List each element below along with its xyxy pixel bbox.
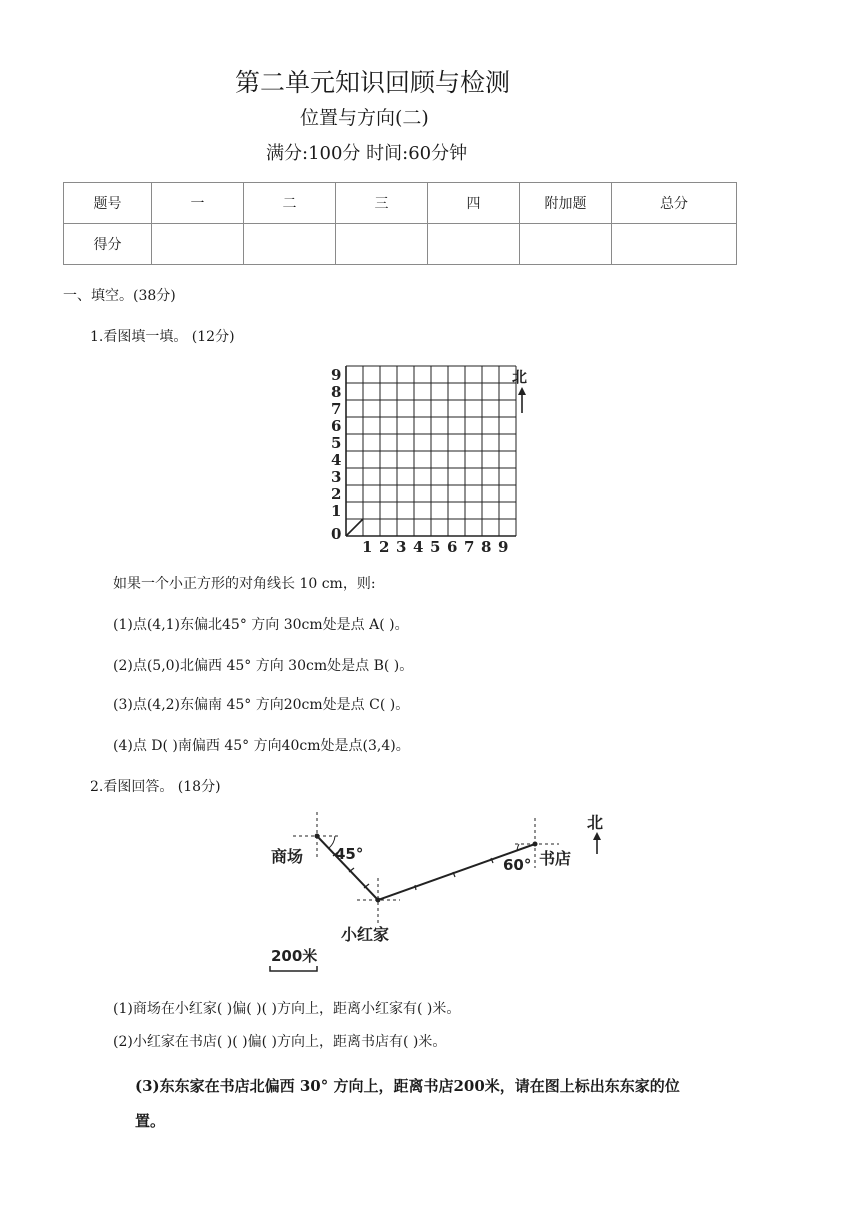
score-header-cell: 二 xyxy=(244,183,336,224)
x-tick-label: 4 xyxy=(413,538,424,556)
section-1-title: 一、填空。(38分) xyxy=(63,288,176,304)
mall-point xyxy=(315,834,320,839)
grid-diagonal xyxy=(346,519,363,536)
north-label: 北 xyxy=(587,813,604,832)
question-1-title: 1.看图填一填。 (12分) xyxy=(90,329,235,345)
x-tick-label: 6 xyxy=(447,538,458,556)
score-header-cell: 附加题 xyxy=(520,183,612,224)
home-point xyxy=(376,898,381,903)
score-header-cell: 题号 xyxy=(64,183,152,224)
question-2-item-3: (3)东东家在书店北偏西 30° 方向上，距离书店200米，请在图上标出东东家的位 xyxy=(135,1077,680,1095)
score-table-score-row xyxy=(64,224,737,265)
x-tick-label: 7 xyxy=(464,538,475,556)
score-input-cell[interactable] xyxy=(428,224,520,265)
score-row-label: 得分 xyxy=(64,224,152,265)
question-1-item-3: (3)点(4,2)东偏南 45° 方向20cm处是点 C( )。 xyxy=(113,697,410,713)
x-tick-label: 9 xyxy=(498,538,509,556)
question-1-item-2: (2)点(5,0)北偏西 45° 方向 30cm处是点 B( )。 xyxy=(113,658,414,674)
question-1-item-4: (4)点 D( )南偏西 45° 方向40cm处是点(3,4)。 xyxy=(113,738,410,754)
north-arrow-icon xyxy=(593,832,601,854)
question-2-title: 2.看图回答。 (18分) xyxy=(90,779,221,795)
x-tick-label: 3 xyxy=(396,538,407,556)
question-1-intro: 如果一个小正方形的对角线长 10 cm，则: xyxy=(113,576,376,592)
score-input-cell[interactable] xyxy=(152,224,244,265)
coordinate-grid xyxy=(330,365,530,565)
x-tick-label: 5 xyxy=(430,538,441,556)
score-header-cell: 一 xyxy=(152,183,244,224)
x-axis-labels xyxy=(362,538,508,556)
mall-label: 商场 xyxy=(271,847,304,866)
score-table-header-row xyxy=(64,183,737,224)
exam-meta: 满分:100分 时间:60分钟 xyxy=(266,143,468,164)
score-input-cell[interactable] xyxy=(336,224,428,265)
score-input-cell[interactable] xyxy=(244,224,336,265)
y-tick-label: 5 xyxy=(331,434,342,452)
x-tick-label: 2 xyxy=(379,538,390,556)
bookstore-label: 书店 xyxy=(539,849,572,868)
question-2-item-3-cont: 置。 xyxy=(135,1112,166,1130)
home-label: 小红家 xyxy=(341,925,390,944)
y-tick-label: 4 xyxy=(331,451,342,469)
x-tick-label: 8 xyxy=(481,538,492,556)
y-tick-label: 0 xyxy=(331,525,342,543)
north-label: 北 xyxy=(512,368,528,386)
y-axis-labels xyxy=(331,366,341,543)
x-tick-label: 1 xyxy=(362,538,373,556)
page-title: 第二单元知识回顾与检测 xyxy=(235,68,511,97)
north-arrow-icon xyxy=(518,387,526,413)
score-header-cell: 三 xyxy=(336,183,428,224)
scale-label: 200米 xyxy=(271,947,318,965)
angle-bookstore-label: 60° xyxy=(503,856,532,874)
question-2-item-1: (1)商场在小红家( )偏( )( )方向上，距离小红家有( )米。 xyxy=(113,1001,461,1017)
question-2-item-2: (2)小红家在书店( )( )偏( )方向上，距离书店有( )米。 xyxy=(113,1034,447,1050)
y-tick-label: 3 xyxy=(331,468,342,486)
y-tick-label: 7 xyxy=(331,400,342,418)
y-tick-label: 9 xyxy=(331,366,342,384)
angle-mall-label: 45° xyxy=(335,845,364,863)
score-header-cell: 总分 xyxy=(612,183,737,224)
y-tick-label: 2 xyxy=(331,485,342,503)
score-input-cell[interactable] xyxy=(612,224,737,265)
scale-bar xyxy=(270,966,317,971)
y-tick-label: 6 xyxy=(331,417,342,435)
question-1-item-1: (1)点(4,1)东偏北45° 方向 30cm处是点 A( )。 xyxy=(113,617,409,633)
grid-lines xyxy=(346,366,516,536)
bookstore-point xyxy=(533,842,538,847)
score-header-cell: 四 xyxy=(428,183,520,224)
y-tick-label: 8 xyxy=(331,383,342,401)
page-subtitle: 位置与方向(二) xyxy=(300,107,429,129)
direction-map xyxy=(265,808,615,978)
score-input-cell[interactable] xyxy=(520,224,612,265)
score-table xyxy=(63,182,737,265)
y-tick-label: 1 xyxy=(331,502,342,520)
